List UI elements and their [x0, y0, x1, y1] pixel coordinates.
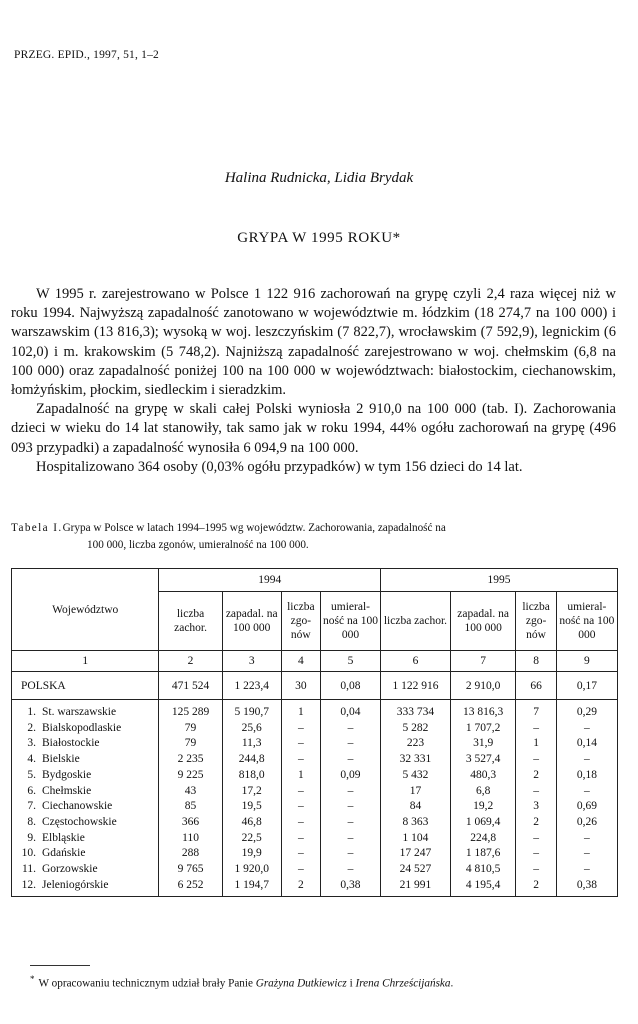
table-cell: 125 289: [159, 700, 222, 721]
table-row: [12, 768, 618, 784]
table-cell: 9 225: [159, 768, 222, 784]
table-cell: 288: [159, 846, 222, 862]
table-cell: 2: [516, 815, 556, 831]
table-cell: 17: [381, 784, 451, 800]
total-cell: 0,17: [556, 672, 617, 700]
table-row: [12, 700, 618, 721]
column-number: 4: [281, 651, 320, 672]
total-cell: 66: [516, 672, 556, 700]
table-cell: 7: [516, 700, 556, 721]
table-cell: 1: [281, 768, 320, 784]
total-cell: 1 122 916: [381, 672, 451, 700]
table-cell: 1: [281, 700, 320, 721]
table-cell: 2: [281, 878, 320, 897]
table-cell: 19,5: [222, 799, 281, 815]
footnote-conjunction: i: [349, 977, 353, 990]
table-cell: –: [320, 846, 380, 862]
table-cell: 3 527,4: [450, 752, 516, 768]
region-number: 2.: [27, 721, 36, 734]
column-subheader: zapadal. na 100 000: [222, 592, 281, 651]
total-cell: 1 223,4: [222, 672, 281, 700]
title-footnote-mark: *: [392, 230, 401, 246]
table-cell: –: [281, 736, 320, 752]
table-cell: 32 331: [381, 752, 451, 768]
region-number: 12.: [21, 878, 36, 891]
table-cell: –: [556, 831, 617, 847]
region-cell: [12, 862, 159, 878]
region-name: Bialskopodlaskie: [42, 721, 122, 734]
table-cell: 5 432: [381, 768, 451, 784]
year-header-1995: 1995: [381, 569, 618, 592]
table-cell: –: [320, 784, 380, 800]
table-row: [12, 815, 618, 831]
footnote-rule: [30, 965, 90, 966]
region-cell: [12, 799, 159, 815]
table-cell: –: [556, 846, 617, 862]
region-cell: [12, 700, 159, 721]
body-paragraph: W 1995 r. zarejestrowano w Polsce 1 122 916 zachorowań na grypę czyli 2,4 raza więcej niż w roku 1994. Najwyższą zapadalność zanotowano w województwie m. łódzkim (18 274,7 na 100 000) i warszawskim (13 816,3); wysoką w woj. leszczyńskim (7 822,7), wrocławskim (7 592,9), legnickim (6 102,0) i m. krakowskim (5 748,2). Najniższą zapadalność zarejestrowano w woj. chełmskim (6,8 na 100 000) oraz zapadalność poniżej 100 na 100 000 w województwach: białostockim, ciechanowskim, łomżyńskim, płockim, siedleckim i sieradzkim.: [11, 286, 616, 399]
body-paragraph: Hospitalizowano 364 osoby (0,03% ogółu przypadków) w tym 156 dzieci do 14 lat.: [36, 458, 523, 475]
region-cell: [12, 736, 159, 752]
table-cell: –: [556, 721, 617, 737]
table-cell: 2: [516, 768, 556, 784]
table-cell: 2: [516, 878, 556, 897]
table-cell: –: [516, 721, 556, 737]
table-cell: 11,3: [222, 736, 281, 752]
column-number: 9: [556, 651, 617, 672]
total-cell: 2 910,0: [450, 672, 516, 700]
region-number: 3.: [27, 737, 36, 750]
table-cell: 1 920,0: [222, 862, 281, 878]
table-row: [12, 784, 618, 800]
column-subheader: umieral- ność na 100 000: [320, 592, 380, 651]
region-number: 11.: [22, 863, 36, 876]
table-cell: 0,14: [556, 736, 617, 752]
table-cell: 1 104: [381, 831, 451, 847]
region-name: Bydgoskie: [42, 768, 92, 781]
table-cell: 4 195,4: [450, 878, 516, 897]
table-caption-line2: 100 000, liczba zgonów, umieralność na 100 000.: [87, 539, 309, 551]
table-cell: 31,9: [450, 736, 516, 752]
table-caption-label: Tabela I.: [11, 522, 63, 534]
region-cell: [12, 752, 159, 768]
table-cell: 5 190,7: [222, 700, 281, 721]
column-number: 2: [159, 651, 222, 672]
total-label: POLSKA: [12, 672, 159, 700]
table-cell: 22,5: [222, 831, 281, 847]
table-cell: –: [320, 752, 380, 768]
table-caption-line1: Grypa w Polsce w latach 1994–1995 wg województw. Zachorowania, zapadalność na: [62, 522, 446, 534]
table-cell: 366: [159, 815, 222, 831]
footnote-text: W opracowaniu technicznym udział brały Panie: [38, 977, 253, 990]
region-number: 1.: [27, 706, 36, 718]
region-number: 10.: [21, 847, 36, 860]
region-cell: [12, 831, 159, 847]
table-cell: 1 069,4: [450, 815, 516, 831]
table-cell: –: [556, 862, 617, 878]
table-row: [12, 799, 618, 815]
region-number: 4.: [27, 753, 36, 766]
table-cell: –: [516, 831, 556, 847]
table-cell: –: [281, 752, 320, 768]
table-cell: 85: [159, 799, 222, 815]
region-name: Jeleniogórskie: [42, 878, 109, 891]
column-subheader: liczba zachor.: [381, 592, 451, 651]
table-cell: 79: [159, 721, 222, 737]
region-name: Gdańskie: [42, 847, 86, 860]
region-column-header: Województwo: [12, 569, 159, 651]
table-cell: –: [556, 784, 617, 800]
column-number: 7: [450, 651, 516, 672]
table-cell: 110: [159, 831, 222, 847]
column-number: 1: [12, 651, 159, 672]
table-cell: –: [320, 831, 380, 847]
article-title: [0, 230, 638, 247]
body-paragraph: Zapadalność na grypę w skali całej Polski wyniosła 2 910,0 na 100 000 (tab. I). Zachorowania dzieci w wieku do 14 lat stanowiły, tak samo jak w roku 1994, 44% ogółu zachorowań na grypę (496 093 przypadki) a zapadalność wynosiła 6 094,9 na 100 000.: [11, 401, 616, 456]
table-row: [12, 721, 618, 737]
table-cell: –: [320, 736, 380, 752]
total-cell: 471 524: [159, 672, 222, 700]
region-name: Bielskie: [42, 753, 80, 766]
region-name: Elbląskie: [42, 831, 85, 844]
table-cell: 480,3: [450, 768, 516, 784]
footnote-name: Irena Chrześcijańska: [355, 977, 451, 990]
column-number: 3: [222, 651, 281, 672]
table-cell: 0,09: [320, 768, 380, 784]
table-cell: 19,9: [222, 846, 281, 862]
influenza-table: [11, 568, 618, 897]
region-name: Gorzowskie: [42, 863, 98, 876]
region-name: Białostockie: [42, 737, 100, 750]
table-cell: –: [281, 831, 320, 847]
table-cell: 333 734: [381, 700, 451, 721]
table-cell: 17,2: [222, 784, 281, 800]
footnote-name: Grażyna Dutkiewicz: [255, 977, 347, 990]
table-cell: 3: [516, 799, 556, 815]
year-header-1994: 1994: [159, 569, 381, 592]
table-row: [12, 752, 618, 768]
table-row: [12, 831, 618, 847]
footnote: [30, 972, 453, 991]
table-cell: 0,69: [556, 799, 617, 815]
region-name: Ciechanowskie: [42, 800, 113, 813]
journal-header: PRZEG. EPID., 1997, 51, 1–2: [14, 49, 160, 61]
total-row: [12, 672, 618, 700]
table-cell: 4 810,5: [450, 862, 516, 878]
total-cell: 0,08: [320, 672, 380, 700]
table-cell: 0,04: [320, 700, 380, 721]
table-cell: 1 187,6: [450, 846, 516, 862]
table-cell: 17 247: [381, 846, 451, 862]
table-cell: 1 707,2: [450, 721, 516, 737]
column-subheader: liczba zgo- nów: [281, 592, 320, 651]
table-cell: –: [281, 862, 320, 878]
table-row: [12, 736, 618, 752]
table-cell: 2 235: [159, 752, 222, 768]
table-cell: –: [516, 752, 556, 768]
column-number: 5: [320, 651, 380, 672]
region-cell: [12, 815, 159, 831]
table-cell: 13 816,3: [450, 700, 516, 721]
column-subheader: liczba zachor.: [159, 592, 222, 651]
region-number: 6.: [27, 784, 36, 797]
column-number: 6: [381, 651, 451, 672]
table-cell: 9 765: [159, 862, 222, 878]
region-cell: [12, 784, 159, 800]
column-subheader: zapadal. na 100 000: [450, 592, 516, 651]
table-cell: –: [320, 721, 380, 737]
table-cell: 25,6: [222, 721, 281, 737]
region-name: Chełmskie: [42, 784, 92, 797]
region-name: Częstochowskie: [42, 815, 117, 828]
region-number: 8.: [27, 815, 36, 828]
title-text: GRYPA W 1995 ROKU: [237, 230, 393, 246]
table-cell: 224,8: [450, 831, 516, 847]
column-number: 8: [516, 651, 556, 672]
table-cell: 1: [516, 736, 556, 752]
region-number: 7.: [27, 800, 36, 813]
table-cell: –: [516, 862, 556, 878]
table-cell: –: [281, 799, 320, 815]
region-cell: [12, 721, 159, 737]
table-cell: 5 282: [381, 721, 451, 737]
region-cell: [12, 768, 159, 784]
article-authors: Halina Rudnicka, Lidia Brydak: [224, 170, 414, 186]
table-cell: 6 252: [159, 878, 222, 897]
column-subheader: umieral- ność na 100 000: [556, 592, 617, 651]
table-cell: –: [320, 799, 380, 815]
table-cell: 0,29: [556, 700, 617, 721]
region-cell: [12, 846, 159, 862]
table-row: [12, 846, 618, 862]
table-cell: –: [281, 846, 320, 862]
table-cell: –: [281, 815, 320, 831]
table-cell: 6,8: [450, 784, 516, 800]
table-cell: –: [556, 752, 617, 768]
table-cell: –: [320, 862, 380, 878]
footnote-end: .: [450, 977, 454, 990]
article-body: [11, 285, 616, 477]
table-cell: 0,38: [556, 878, 617, 897]
table-cell: 79: [159, 736, 222, 752]
table-cell: 43: [159, 784, 222, 800]
table-cell: 84: [381, 799, 451, 815]
table-cell: 24 527: [381, 862, 451, 878]
table-cell: 0,18: [556, 768, 617, 784]
region-cell: [12, 878, 159, 897]
table-cell: 46,8: [222, 815, 281, 831]
table-cell: –: [281, 721, 320, 737]
table-cell: 8 363: [381, 815, 451, 831]
region-number: 5.: [27, 768, 36, 781]
table-cell: 19,2: [450, 799, 516, 815]
table-row: [12, 862, 618, 878]
table-cell: 1 194,7: [222, 878, 281, 897]
table-cell: –: [516, 846, 556, 862]
region-name: St. warszawskie: [42, 706, 117, 718]
table-cell: 244,8: [222, 752, 281, 768]
region-number: 9.: [27, 831, 36, 844]
column-subheader: liczba zgo- nów: [516, 592, 556, 651]
table-caption: [11, 520, 621, 554]
table-cell: 0,26: [556, 815, 617, 831]
table-row: [12, 878, 618, 897]
footnote-mark: *: [30, 974, 35, 984]
table-cell: 818,0: [222, 768, 281, 784]
table-cell: 0,38: [320, 878, 380, 897]
table-cell: 21 991: [381, 878, 451, 897]
table-cell: –: [516, 784, 556, 800]
table-cell: –: [281, 784, 320, 800]
total-cell: 30: [281, 672, 320, 700]
table-cell: –: [320, 815, 380, 831]
table-cell: 223: [381, 736, 451, 752]
